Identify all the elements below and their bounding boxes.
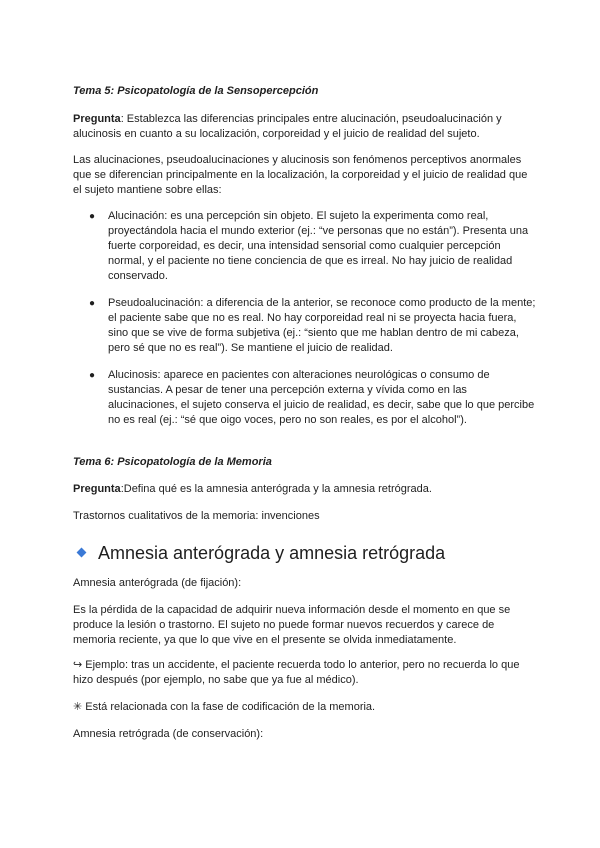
section-heading-text: Amnesia anterógrada y amnesia retrógrada	[98, 543, 446, 563]
amnesia-example: ↪ Ejemplo: tras un accidente, el paciente recuerda todo lo anterior, pero no recuerda lo que hizo después (por ejemplo, no sabe que ya fue al médico).	[73, 659, 520, 686]
list-item	[89, 209, 536, 284]
list-item-text: Pseudoalucinación: a diferencia de la anterior, se reconoce como producto de la mente; el paciente sabe que no es real. No hay corporeidad real ni se proyecta hacia fuera, sino que se vive de forma subjetiva (ej.: “siento que me hablan dentro de mi cabeza, pero sé que no es real”). Se mantiene el juicio de realidad.	[108, 297, 536, 354]
question-label: Pregunta	[73, 113, 121, 125]
section-heading	[78, 541, 558, 565]
tema6-question	[73, 482, 533, 497]
question-text: :Defina qué es la amnesia anterógrada y la amnesia retrógrada.	[120, 483, 432, 495]
tema6-subtitle: Trastornos cualitativos de la memoria: invenciones	[73, 510, 320, 522]
list-item-text: Alucinación: es una percepción sin objeto. El sujeto la experimenta como real, proyectándola hacia el mundo exterior (ej.: “ve personas que no están”). Presenta una fuerte corporeidad, es decir, una intensidad sensorial como cualquier percepción normal, y el paciente no tiene conciencia de que es irreal. No hay juicio de realidad conservado.	[108, 210, 529, 282]
tema5-intro: Las alucinaciones, pseudoalucinaciones y alucinosis son fenómenos perceptivos anormales que se diferencian principalmente en la localización, la corporeidad y el juicio de realidad que el sujeto mantiene sobre ellas:	[73, 154, 528, 196]
list-item-text: Alucinosis: aparece en pacientes con alteraciones neurológicas o consumo de sustancias. A pesar de tener una percepción externa y vívida como en las alucinaciones, el sujeto conserva el juicio de realidad, es decir, sabe que lo que percibe no es real (ej.: “sé que oigo voces, pero no son reales, es por el alcohol”).	[108, 369, 535, 426]
diamond-icon	[77, 548, 87, 558]
bullet-icon: ●	[89, 298, 96, 309]
tema5-question	[73, 112, 533, 142]
tema5-title: Tema 5: Psicopatología de la Sensopercepción	[73, 85, 319, 97]
bullet-icon: ●	[89, 370, 96, 381]
amnesia-note: ✳ Está relacionada con la fase de codificación de la memoria.	[73, 701, 376, 713]
bullet-icon: ●	[89, 211, 96, 222]
list-item	[89, 296, 536, 356]
amnesia-anterograda-definition: Es la pérdida de la capacidad de adquirir nueva información desde el momento en que se produce la lesión o trastorno. El sujeto no puede formar nuevos recuerdos y carece de memoria reciente, ya que lo que vive en el presente se olvida inmediatamente.	[73, 604, 511, 646]
tema6-title: Tema 6: Psicopatología de la Memoria	[73, 456, 272, 468]
amnesia-anterograda-label: Amnesia anterógrada (de fijación):	[73, 577, 242, 589]
question-text: : Establezca las diferencias principales entre alucinación, pseudoalucinación y alucinosis en cuanto a su localización, corporeidad y el juicio de realidad del sujeto.	[73, 113, 502, 140]
question-label: Pregunta	[73, 483, 121, 495]
list-item	[89, 368, 536, 428]
amnesia-retrograda-label: Amnesia retrógrada (de conservación):	[73, 728, 264, 740]
